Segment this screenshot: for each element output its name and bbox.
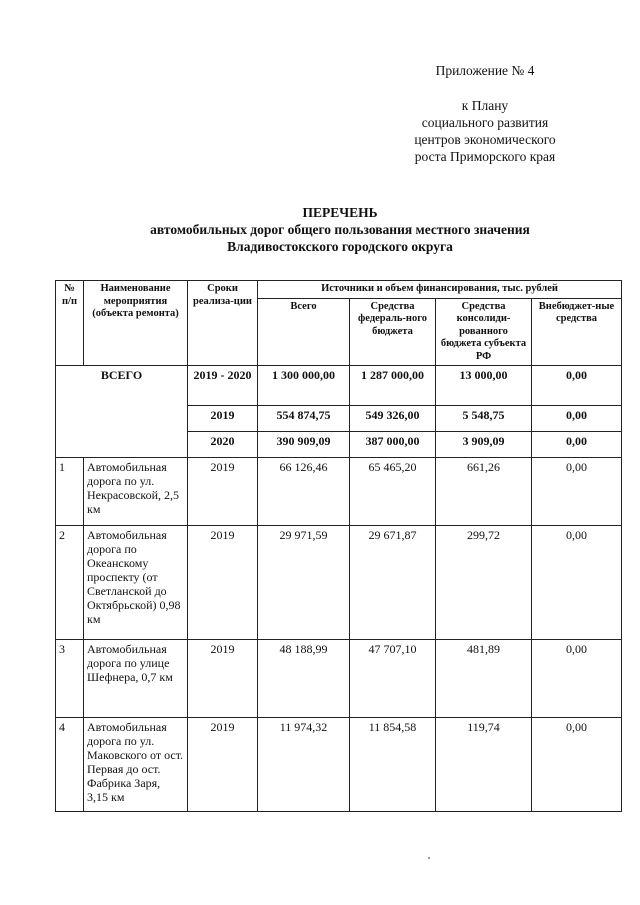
row-num: 4 [56,718,84,812]
total-period: 2019 [188,406,258,432]
total-period: 2019 - 2020 [188,366,258,406]
row-term: 2019 [188,640,258,718]
row-term: 2019 [188,718,258,812]
row-num: 1 [56,458,84,526]
row-regional: 119,74 [436,718,532,812]
row-num: 2 [56,526,84,640]
row-total: 11 974,32 [258,718,350,812]
annex-number: Приложение № 4 [435,63,535,78]
document-title [60,204,620,255]
total-row [56,366,622,406]
table-row [56,458,622,526]
header-sources: Источники и объем финансирования, тыс. рублей [258,281,622,299]
header-num: № п/п [56,281,84,366]
annex-block [380,62,590,165]
annex-line: центров экономического [414,132,556,147]
total-extra: 0,00 [532,432,622,458]
total-regional: 5 548,75 [436,406,532,432]
row-num: 3 [56,640,84,718]
total-federal: 549 326,00 [350,406,436,432]
header-extra: Внебюджет-ные средства [532,298,622,366]
total-label: ВСЕГО [56,366,188,458]
row-extra: 0,00 [532,640,622,718]
row-regional: 661,26 [436,458,532,526]
header-federal: Средства федераль-ного бюджета [350,298,436,366]
row-federal: 11 854,58 [350,718,436,812]
header-regional: Средства консолиди-рованного бюджета субъекта РФ [436,298,532,366]
total-period: 2020 [188,432,258,458]
row-extra: 0,00 [532,718,622,812]
roads-table [55,280,622,812]
row-federal: 65 465,20 [350,458,436,526]
row-total: 48 188,99 [258,640,350,718]
row-extra: 0,00 [532,458,622,526]
total-sum: 390 909,09 [258,432,350,458]
scan-speck [428,857,430,859]
title-line-1: ПЕРЕЧЕНЬ [302,205,378,220]
annex-line: социального развития [421,115,549,130]
row-regional: 299,72 [436,526,532,640]
row-name: Автомобильная дорога по Океанскому проспекту (от Светланской до Октябрьской) 0,98 км [84,526,188,640]
row-total: 66 126,46 [258,458,350,526]
row-federal: 47 707,10 [350,640,436,718]
header-row [56,281,622,299]
total-federal: 1 287 000,00 [350,366,436,406]
row-name: Автомобильная дорога по ул. Маковского от ост. Первая до ост. Фабрика Заря, 3,15 км [84,718,188,812]
total-sum: 554 874,75 [258,406,350,432]
total-regional: 3 909,09 [436,432,532,458]
annex-line: к Плану [461,98,509,113]
header-term: Сроки реализа-ции [188,281,258,366]
row-extra: 0,00 [532,526,622,640]
total-sum: 1 300 000,00 [258,366,350,406]
table-row [56,718,622,812]
row-term: 2019 [188,458,258,526]
row-term: 2019 [188,526,258,640]
title-line-2: автомобильных дорог общего пользования местного значения [150,222,530,237]
row-name: Автомобильная дорога по улице Шефнера, 0,7 км [84,640,188,718]
row-federal: 29 671,87 [350,526,436,640]
total-extra: 0,00 [532,406,622,432]
row-regional: 481,89 [436,640,532,718]
header-name: Наименование мероприятия (объекта ремонта) [84,281,188,366]
total-extra: 0,00 [532,366,622,406]
header-total: Всего [258,298,350,366]
total-federal: 387 000,00 [350,432,436,458]
row-total: 29 971,59 [258,526,350,640]
table-row [56,526,622,640]
title-line-3: Владивостокского городского округа [227,239,453,254]
annex-line: роста Приморского края [414,149,556,164]
table-row [56,640,622,718]
row-name: Автомобильная дорога по ул. Некрасовской, 2,5 км [84,458,188,526]
total-regional: 13 000,00 [436,366,532,406]
